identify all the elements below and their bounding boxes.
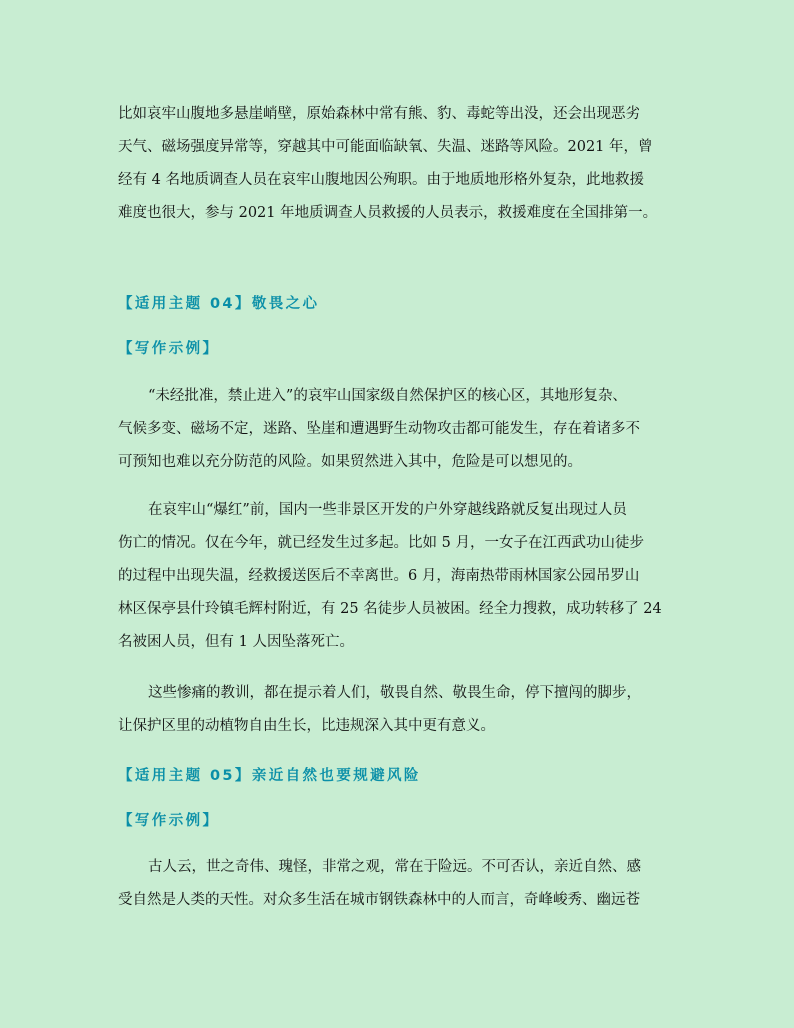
text-line: 伤亡的情况。仅在今年，就已经发生过多起。比如 5 月，一女子在江西武功山徒步	[118, 535, 644, 551]
paragraph-awe-1	[118, 380, 686, 479]
text-line: 让保护区里的动植物自由生长，比违规深入其中更有意义。	[118, 718, 495, 734]
paragraph-awe-3	[118, 677, 686, 743]
text-line: 经有 4 名地质调查人员在哀牢山腹地因公殉职。由于地质地形格外复杂，此地救援	[118, 172, 644, 188]
paragraph-awe-2	[118, 494, 686, 659]
theme-heading-04: 【适用主题 04】敬畏之心	[118, 296, 320, 312]
text-line: 难度也很大，参与 2021 年地质调查人员救援的人员表示，救援难度在全国排第一。	[118, 205, 658, 221]
text-line: 天气、磁场强度异常等，穿越其中可能面临缺氧、失温、迷路等风险。2021 年，曾	[118, 139, 653, 155]
text-line: 古人云，世之奇伟、瑰怪，非常之观，常在于险远。不可否认，亲近自然、感	[148, 859, 641, 875]
theme-heading-05: 【适用主题 05】亲近自然也要规避风险	[118, 768, 421, 784]
text-line: 在哀牢山“爆红”前，国内一些非景区开发的户外穿越线路就反复出现过人员	[148, 502, 627, 518]
text-line: 名被困人员，但有 1 人因坠落死亡。	[118, 634, 354, 650]
paragraph-nature-1	[118, 851, 686, 917]
text-line: 受自然是人类的天性。对众多生活在城市钢铁森林中的人而言，奇峰峻秀、幽远苍	[118, 892, 640, 908]
text-line: “未经批准，禁止进入”的哀牢山国家级自然保护区的核心区，其地形复杂、	[148, 388, 627, 404]
text-line: 的过程中出现失温，经救援送医后不幸离世。6 月，海南热带雨林国家公园吊罗山	[118, 568, 640, 584]
writing-example-label: 【写作示例】	[118, 341, 220, 357]
paragraph-intro	[118, 98, 686, 230]
text-line: 这些惨痛的教训，都在提示着人们，敬畏自然、敬畏生命，停下擅闯的脚步，	[148, 685, 641, 701]
text-line: 可预知也难以充分防范的风险。如果贸然进入其中，危险是可以想见的。	[118, 454, 582, 470]
text-line: 气候多变、磁场不定，迷路、坠崖和遭遇野生动物攻击都可能发生，存在着诸多不	[118, 421, 640, 437]
text-line: 林区保亭县什玲镇毛辉村附近，有 25 名徒步人员被困。经全力搜救，成功转移了 24	[118, 601, 662, 617]
writing-example-label: 【写作示例】	[118, 813, 220, 829]
text-line: 比如哀牢山腹地多悬崖峭壁，原始森林中常有熊、豹、毒蛇等出没，还会出现恶劣	[118, 106, 640, 122]
